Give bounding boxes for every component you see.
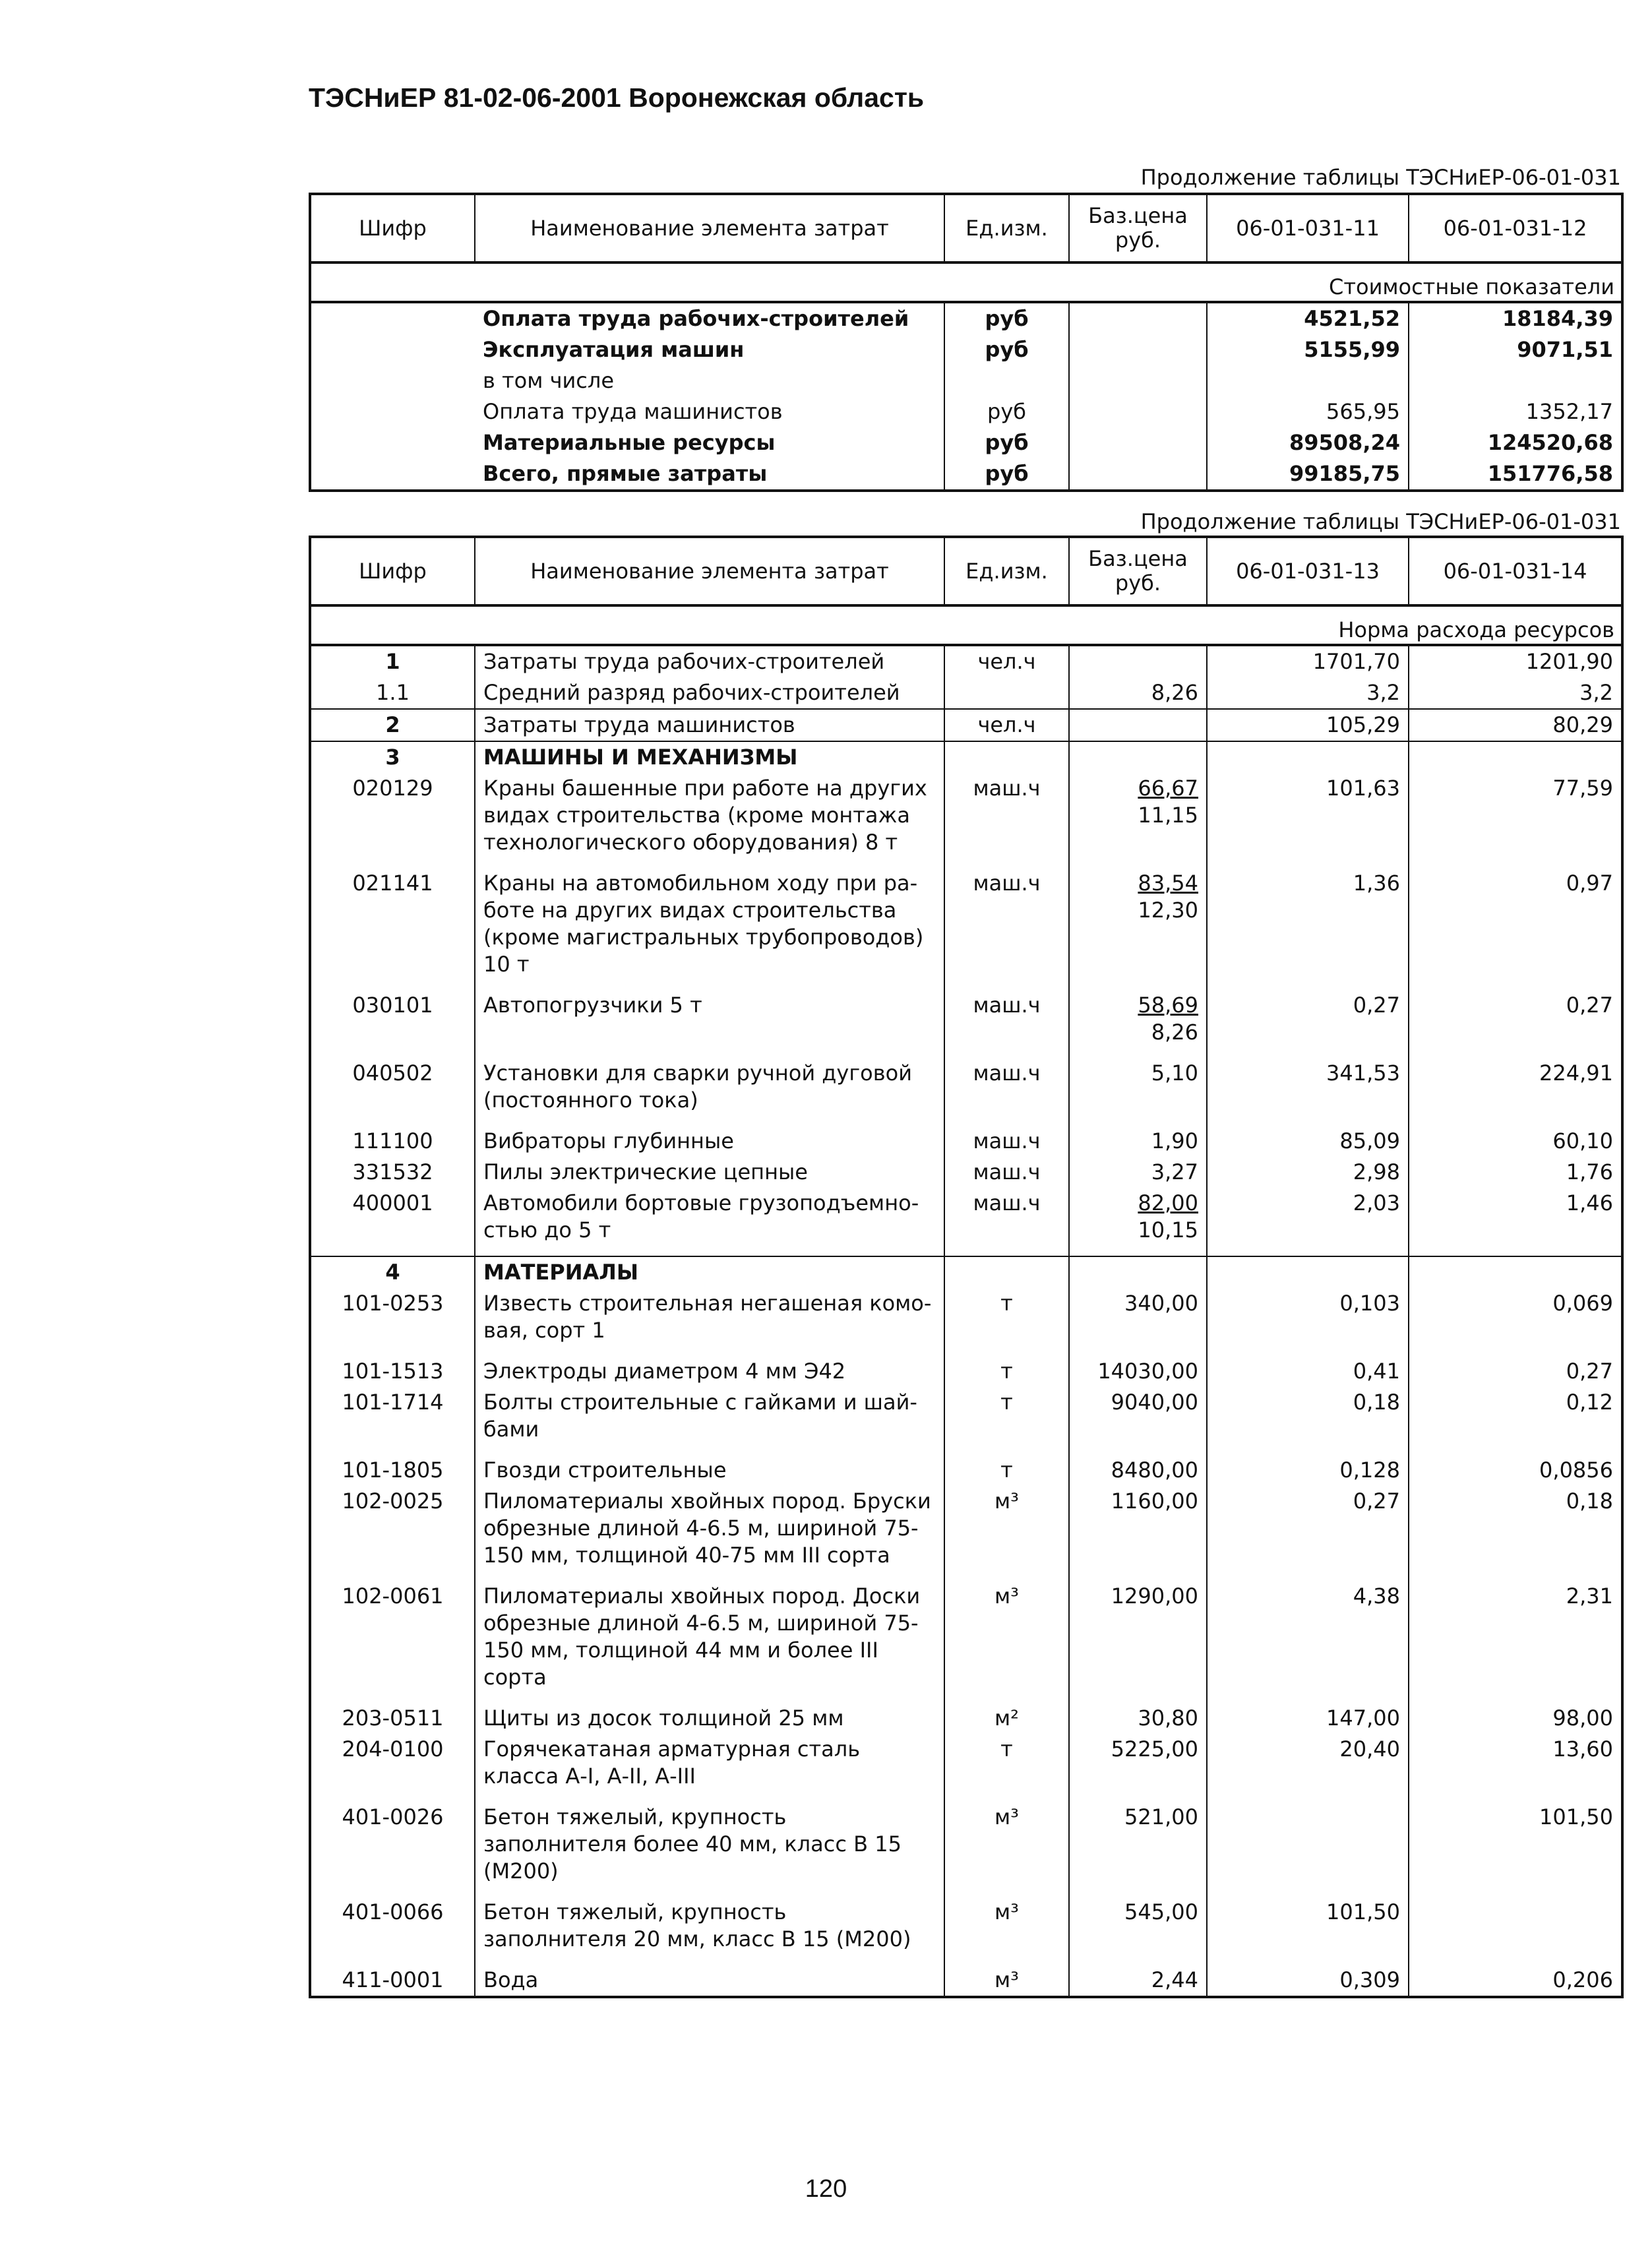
- row-unit: руб: [944, 302, 1069, 334]
- row-code: 102-0025: [342, 1489, 444, 1514]
- row-value-b: 0,12: [1409, 1387, 1622, 1455]
- base-price-value: 545,00: [1124, 1899, 1198, 1924]
- row-value-a: 565,95: [1207, 396, 1409, 427]
- base-price-value: 58,69: [1138, 993, 1198, 1018]
- row-unit: м³: [944, 1802, 1069, 1897]
- row-name: Материальные ресурсы: [483, 430, 776, 455]
- base-price-value: 3,27: [1151, 1159, 1198, 1184]
- row-code: 111100: [352, 1128, 433, 1153]
- row-unit: [944, 1256, 1069, 1288]
- band-label: Стоимостные показатели: [310, 262, 1622, 302]
- header-code: Шифр: [310, 194, 475, 262]
- row-base-price: [1069, 741, 1207, 773]
- row-value-a: 20,40: [1207, 1734, 1409, 1802]
- base-price-value: 1160,00: [1111, 1489, 1198, 1514]
- table-row: [310, 1288, 1622, 1356]
- row-value-b: 13,60: [1409, 1734, 1622, 1802]
- row-unit: маш.ч: [944, 1126, 1069, 1157]
- row-unit: маш.ч: [944, 990, 1069, 1058]
- row-value-a: [1207, 741, 1409, 773]
- row-code: 101-1513: [342, 1359, 444, 1384]
- row-code: 411-0001: [342, 1967, 444, 1992]
- row-base-price: [1069, 1256, 1207, 1288]
- row-value-b: [1409, 741, 1622, 773]
- row-value-a: 0,309: [1207, 1965, 1409, 1997]
- band-label: Норма расхода ресурсов: [310, 605, 1622, 645]
- table-row: [310, 1188, 1622, 1256]
- row-name: Установки для сварки ручной дуговой (постоянного тока): [475, 1058, 944, 1126]
- row-value-b: 80,29: [1409, 709, 1622, 741]
- row-code: 101-0253: [342, 1291, 444, 1316]
- row-value-a: [1207, 1256, 1409, 1288]
- row-base-price: [1069, 1703, 1207, 1734]
- base-price-value: 8480,00: [1111, 1458, 1198, 1483]
- row-base-price: [1069, 773, 1207, 868]
- row-unit: [944, 677, 1069, 709]
- base-price-value: 82,00: [1138, 1190, 1198, 1215]
- row-value-a: 4521,52: [1207, 302, 1409, 334]
- table2-band-row: [310, 605, 1622, 645]
- row-unit: м³: [944, 1965, 1069, 1997]
- table-row: [310, 1157, 1622, 1188]
- row-name: в том числе: [483, 368, 614, 393]
- row-name: Автомобили бортовые грузоподъемно-стью до 5 т: [475, 1188, 944, 1256]
- header-name: Наименование элемента затрат: [475, 537, 944, 605]
- table-row: [310, 302, 1622, 334]
- row-base-price: [1069, 709, 1207, 741]
- row-unit: руб: [944, 334, 1069, 365]
- table-row: [310, 396, 1622, 427]
- row-name: Автопогрузчики 5 т: [475, 990, 944, 1058]
- row-unit: т: [944, 1356, 1069, 1387]
- row-code: 101-1714: [342, 1390, 444, 1415]
- row-base-price: [1069, 1486, 1207, 1581]
- table-row: [310, 990, 1622, 1058]
- base-price-value: 1,90: [1151, 1128, 1198, 1153]
- row-value-a: 101,50: [1207, 1897, 1409, 1965]
- row-name: Вибраторы глубинные: [475, 1126, 944, 1157]
- table-row: [310, 1126, 1622, 1157]
- header-base-price: Баз.цена руб.: [1069, 537, 1207, 605]
- row-base-price: [1069, 868, 1207, 990]
- row-name: МАТЕРИАЛЫ: [475, 1256, 944, 1288]
- row-value-a: 105,29: [1207, 709, 1409, 741]
- row-unit: чел.ч: [944, 645, 1069, 677]
- table-row: [310, 1965, 1622, 1997]
- row-code: 102-0061: [342, 1583, 444, 1609]
- row-name: Щиты из досок толщиной 25 мм: [475, 1703, 944, 1734]
- row-value-b: 3,2: [1409, 677, 1622, 709]
- row-code: 4: [310, 1256, 475, 1288]
- row-value-a: 0,103: [1207, 1288, 1409, 1356]
- row-base-price: [1069, 1387, 1207, 1455]
- resource-norms-table: [309, 536, 1624, 1998]
- row-code: 2: [310, 709, 475, 741]
- header-col-b: 06-01-031-14: [1409, 537, 1622, 605]
- row-value-b: 1,76: [1409, 1157, 1622, 1188]
- base-price-wage-value: 8,26: [1151, 1020, 1198, 1045]
- table-row: [310, 365, 1622, 396]
- header-col-b: 06-01-031-12: [1409, 194, 1622, 262]
- row-code: 030101: [352, 993, 433, 1018]
- row-value-b: 224,91: [1409, 1058, 1622, 1126]
- row-value-a: 147,00: [1207, 1703, 1409, 1734]
- base-price-value: 2,44: [1151, 1967, 1198, 1992]
- row-code: 020129: [352, 776, 433, 801]
- table2-caption: Продолжение таблицы ТЭСНиЕР-06-01-031: [1140, 509, 1621, 534]
- row-value-a: 101,63: [1207, 773, 1409, 868]
- page-number: 120: [805, 2175, 847, 2203]
- row-value-a: 0,41: [1207, 1356, 1409, 1387]
- row-value-b: 0,27: [1409, 1356, 1622, 1387]
- base-price-wage-value: 12,30: [1138, 898, 1198, 923]
- row-value-b: 1201,90: [1409, 645, 1622, 677]
- table-row: [310, 1356, 1622, 1387]
- row-value-a: 341,53: [1207, 1058, 1409, 1126]
- row-unit: маш.ч: [944, 1058, 1069, 1126]
- header-unit: Ед.изм.: [944, 537, 1069, 605]
- row-value-b: [1409, 1897, 1622, 1965]
- row-base-price: [1069, 1581, 1207, 1703]
- row-unit: маш.ч: [944, 773, 1069, 868]
- header-unit: Ед.изм.: [944, 194, 1069, 262]
- row-unit: маш.ч: [944, 868, 1069, 990]
- row-name: Затраты труда машинистов: [475, 709, 944, 741]
- table-row: [310, 427, 1622, 458]
- row-value-a: 1,36: [1207, 868, 1409, 990]
- row-value-b: 98,00: [1409, 1703, 1622, 1734]
- table-row: [310, 1703, 1622, 1734]
- row-name: Бетон тяжелый, крупность заполнителя более 40 мм, класс В 15 (М200): [475, 1802, 944, 1897]
- row-unit: т: [944, 1288, 1069, 1356]
- row-value-a: 0,27: [1207, 990, 1409, 1058]
- row-unit: маш.ч: [944, 1157, 1069, 1188]
- row-value-b: 124520,68: [1409, 427, 1622, 458]
- row-name: Электроды диаметром 4 мм Э42: [475, 1356, 944, 1387]
- row-value-b: 0,97: [1409, 868, 1622, 990]
- table2-header-row: [310, 537, 1622, 605]
- row-base-price: [1069, 990, 1207, 1058]
- row-value-b: 0,18: [1409, 1486, 1622, 1581]
- row-code: 331532: [352, 1159, 433, 1184]
- header-col-a: 06-01-031-13: [1207, 537, 1409, 605]
- row-code: 3: [310, 741, 475, 773]
- row-base-price: [1069, 1126, 1207, 1157]
- row-value-a: 99185,75: [1207, 458, 1409, 491]
- row-code: 203-0511: [342, 1705, 444, 1731]
- base-price-wage-value: 11,15: [1138, 803, 1198, 828]
- table-row: [310, 741, 1622, 773]
- table-row: [310, 1058, 1622, 1126]
- base-price-value: 66,67: [1138, 776, 1198, 801]
- row-base-price: [1069, 1897, 1207, 1965]
- row-value-a: 3,2: [1207, 677, 1409, 709]
- row-value-a: 85,09: [1207, 1126, 1409, 1157]
- row-value-b: 151776,58: [1409, 458, 1622, 491]
- row-base-price: [1069, 1157, 1207, 1188]
- row-name: Горячекатаная арматурная сталь класса А-I, А-II, А-III: [475, 1734, 944, 1802]
- row-unit: т: [944, 1734, 1069, 1802]
- row-value-a: 0,128: [1207, 1455, 1409, 1486]
- row-value-b: 0,069: [1409, 1288, 1622, 1356]
- row-value-a: 2,03: [1207, 1188, 1409, 1256]
- table-row: [310, 1734, 1622, 1802]
- row-value-b: 18184,39: [1409, 302, 1622, 334]
- table-row: [310, 1802, 1622, 1897]
- row-name: Гвозди строительные: [475, 1455, 944, 1486]
- row-code: 101-1805: [342, 1458, 444, 1483]
- base-price-value: 14030,00: [1097, 1359, 1198, 1384]
- row-unit: т: [944, 1455, 1069, 1486]
- row-base-price: [1069, 1734, 1207, 1802]
- table-row: [310, 677, 1622, 709]
- row-code: 401-0026: [342, 1804, 444, 1829]
- table-row: [310, 1387, 1622, 1455]
- row-base-price: [1069, 1455, 1207, 1486]
- row-unit: м³: [944, 1486, 1069, 1581]
- row-base-price: [1069, 1965, 1207, 1997]
- row-value-b: 101,50: [1409, 1802, 1622, 1897]
- row-base-price: [1069, 1288, 1207, 1356]
- row-unit: м³: [944, 1897, 1069, 1965]
- row-unit: руб: [944, 396, 1069, 427]
- cost-indicators-table: [309, 193, 1624, 492]
- row-value-a: 1701,70: [1207, 645, 1409, 677]
- row-value-b: [1409, 1256, 1622, 1288]
- row-unit: чел.ч: [944, 709, 1069, 741]
- header-col-a: 06-01-031-11: [1207, 194, 1409, 262]
- row-value-b: 0,0856: [1409, 1455, 1622, 1486]
- row-name: Затраты труда рабочих-строителей: [475, 645, 944, 677]
- row-value-a: [1207, 1802, 1409, 1897]
- row-code: 204-0100: [342, 1736, 444, 1762]
- header-base-price: Баз.цена руб.: [1069, 194, 1207, 262]
- row-name: Всего, прямые затраты: [483, 461, 768, 486]
- base-price-value: 83,54: [1138, 871, 1198, 896]
- row-value-b: 60,10: [1409, 1126, 1622, 1157]
- row-unit: т: [944, 1387, 1069, 1455]
- row-name: Краны башенные при работе на других видах строительства (кроме монтажа технологического оборудования) 8 т: [475, 773, 944, 868]
- row-unit: м²: [944, 1703, 1069, 1734]
- row-base-price: [1069, 1356, 1207, 1387]
- row-code: 401-0066: [342, 1899, 444, 1924]
- table-row: [310, 868, 1622, 990]
- table-row: [310, 645, 1622, 677]
- base-price-value: 30,80: [1138, 1705, 1198, 1731]
- row-name: Известь строительная негашеная комо-вая, сорт 1: [475, 1288, 944, 1356]
- base-price-value: 5225,00: [1111, 1736, 1198, 1762]
- row-value-b: 0,27: [1409, 990, 1622, 1058]
- row-value-b: 77,59: [1409, 773, 1622, 868]
- row-base-price: [1069, 1802, 1207, 1897]
- row-name: Вода: [475, 1965, 944, 1997]
- row-code: 1: [310, 645, 475, 677]
- base-price-wage-value: 10,15: [1138, 1217, 1198, 1243]
- table-row: [310, 458, 1622, 491]
- table-row: [310, 1486, 1622, 1581]
- row-value-a: 0,18: [1207, 1387, 1409, 1455]
- base-price-value: 340,00: [1124, 1291, 1198, 1316]
- row-unit: м³: [944, 1581, 1069, 1703]
- row-code: 040502: [352, 1060, 433, 1086]
- base-price-value: 9040,00: [1111, 1390, 1198, 1415]
- row-name: Бетон тяжелый, крупность заполнителя 20 мм, класс В 15 (М200): [475, 1897, 944, 1965]
- row-value-a: 2,98: [1207, 1157, 1409, 1188]
- table-row: [310, 709, 1622, 741]
- base-price-value: 521,00: [1124, 1804, 1198, 1829]
- table1-caption: Продолжение таблицы ТЭСНиЕР-06-01-031: [1140, 165, 1621, 190]
- row-name: Средний разряд рабочих-строителей: [475, 677, 944, 709]
- row-name: Болты строительные с гайками и шай-бами: [475, 1387, 944, 1455]
- row-name: Пиломатериалы хвойных пород. Доски обрезные длиной 4-6.5 м, шириной 75-150 мм, толщиной 44 мм и более III сорта: [475, 1581, 944, 1703]
- table-row: [310, 1897, 1622, 1965]
- table-row: [310, 1455, 1622, 1486]
- row-name: Эксплуатация машин: [483, 337, 745, 362]
- row-value-b: 0,206: [1409, 1965, 1622, 1997]
- row-value-a: 5155,99: [1207, 334, 1409, 365]
- row-unit: руб: [944, 458, 1069, 491]
- row-name: МАШИНЫ И МЕХАНИЗМЫ: [475, 741, 944, 773]
- row-value-b: 9071,51: [1409, 334, 1622, 365]
- document-title: ТЭСНиЕР 81-02-06-2001 Воронежская область: [309, 82, 925, 113]
- row-value-a: 0,27: [1207, 1486, 1409, 1581]
- row-value-a: 4,38: [1207, 1581, 1409, 1703]
- table-row: [310, 1581, 1622, 1703]
- row-code: 400001: [352, 1190, 433, 1215]
- row-name: Оплата труда рабочих-строителей: [475, 302, 944, 334]
- row-code: 1.1: [376, 680, 410, 705]
- row-base-price: [1069, 1188, 1207, 1256]
- row-code: 021141: [352, 871, 433, 896]
- row-unit: руб: [944, 427, 1069, 458]
- row-name: Пиломатериалы хвойных пород. Бруски обрезные длиной 4-6.5 м, шириной 75-150 мм, толщиной 40-75 мм III сорта: [475, 1486, 944, 1581]
- table-row: [310, 773, 1622, 868]
- base-price-value: 5,10: [1151, 1060, 1198, 1086]
- row-base-price: [1069, 1058, 1207, 1126]
- row-base-price: [1069, 677, 1207, 709]
- header-name: Наименование элемента затрат: [475, 194, 944, 262]
- row-value-a: 89508,24: [1207, 427, 1409, 458]
- base-price-value: 1290,00: [1111, 1583, 1198, 1609]
- row-name: Краны на автомобильном ходу при ра-боте на других видах строительства (кроме магистральных трубопроводов) 10 т: [475, 868, 944, 990]
- table-row: [310, 1256, 1622, 1288]
- row-unit: маш.ч: [944, 1188, 1069, 1256]
- table1-header-row: [310, 194, 1622, 262]
- row-value-b: 2,31: [1409, 1581, 1622, 1703]
- row-value-b: 1,46: [1409, 1188, 1622, 1256]
- base-price-value: 8,26: [1151, 680, 1198, 705]
- row-name: Оплата труда машинистов: [483, 399, 783, 424]
- row-base-price: [1069, 645, 1207, 677]
- row-value-b: 1352,17: [1409, 396, 1622, 427]
- header-code: Шифр: [310, 537, 475, 605]
- table-row: [310, 334, 1622, 365]
- row-name: Пилы электрические цепные: [475, 1157, 944, 1188]
- row-unit: [944, 741, 1069, 773]
- table1-band-row: [310, 262, 1622, 302]
